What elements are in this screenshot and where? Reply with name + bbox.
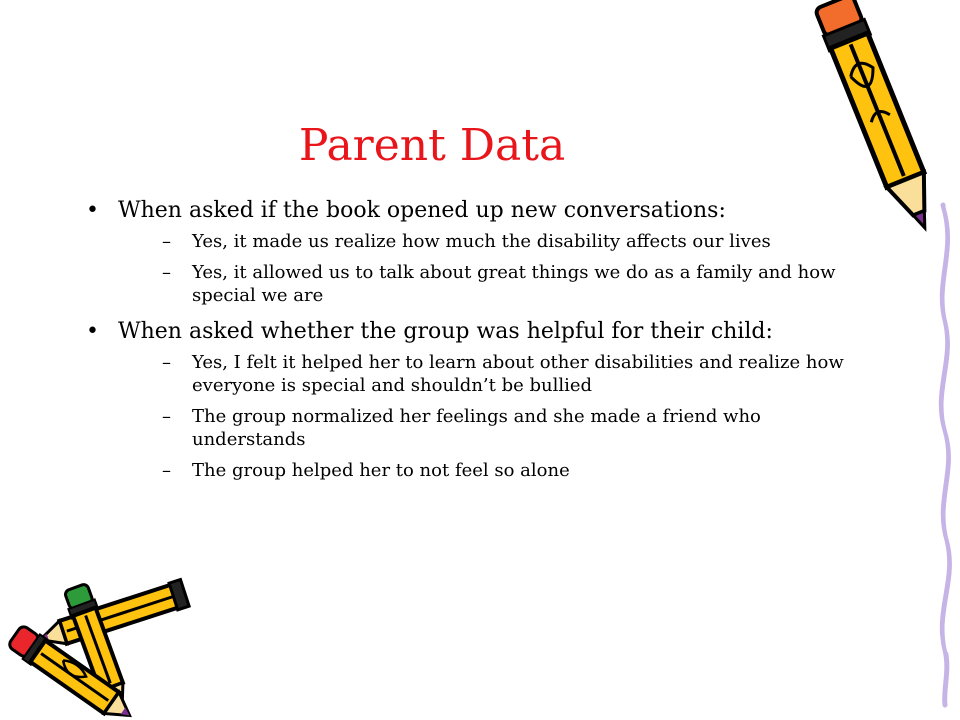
slide-body	[86, 196, 866, 492]
dash-marker: –	[162, 352, 171, 373]
sub-item	[118, 351, 866, 397]
sub-item	[118, 459, 866, 482]
slide-title: Parent Data	[298, 120, 566, 171]
bullet-item	[86, 196, 866, 307]
dash-marker: –	[162, 406, 171, 427]
sub-list	[118, 230, 866, 307]
bullet-marker: •	[86, 198, 99, 223]
sub-item	[118, 230, 866, 253]
dash-marker: –	[162, 262, 171, 283]
pencil-icon	[795, 0, 960, 720]
bullet-item	[86, 317, 866, 482]
sub-item	[118, 261, 866, 307]
dash-marker: –	[162, 231, 171, 252]
bullet-text: When asked whether the group was helpful for their child:	[118, 319, 773, 344]
sub-text: The group helped her to not feel so alone	[192, 460, 570, 481]
sub-list	[118, 351, 866, 482]
sub-text: Yes, I felt it helped her to learn about other disabilities and realize how everyone is special and shouldn’t be bullied	[192, 352, 844, 396]
bullet-text: When asked if the book opened up new conversations:	[118, 198, 726, 223]
sub-item	[118, 405, 866, 451]
sub-text: Yes, it made us realize how much the disability affects our lives	[192, 231, 771, 252]
sub-text: The group normalized her feelings and she made a friend who understands	[192, 406, 761, 450]
dash-marker: –	[162, 460, 171, 481]
bullet-marker: •	[86, 319, 99, 344]
crossed-pencils-icon	[0, 575, 200, 720]
sub-text: Yes, it allowed us to talk about great things we do as a family and how special we are	[192, 262, 836, 306]
